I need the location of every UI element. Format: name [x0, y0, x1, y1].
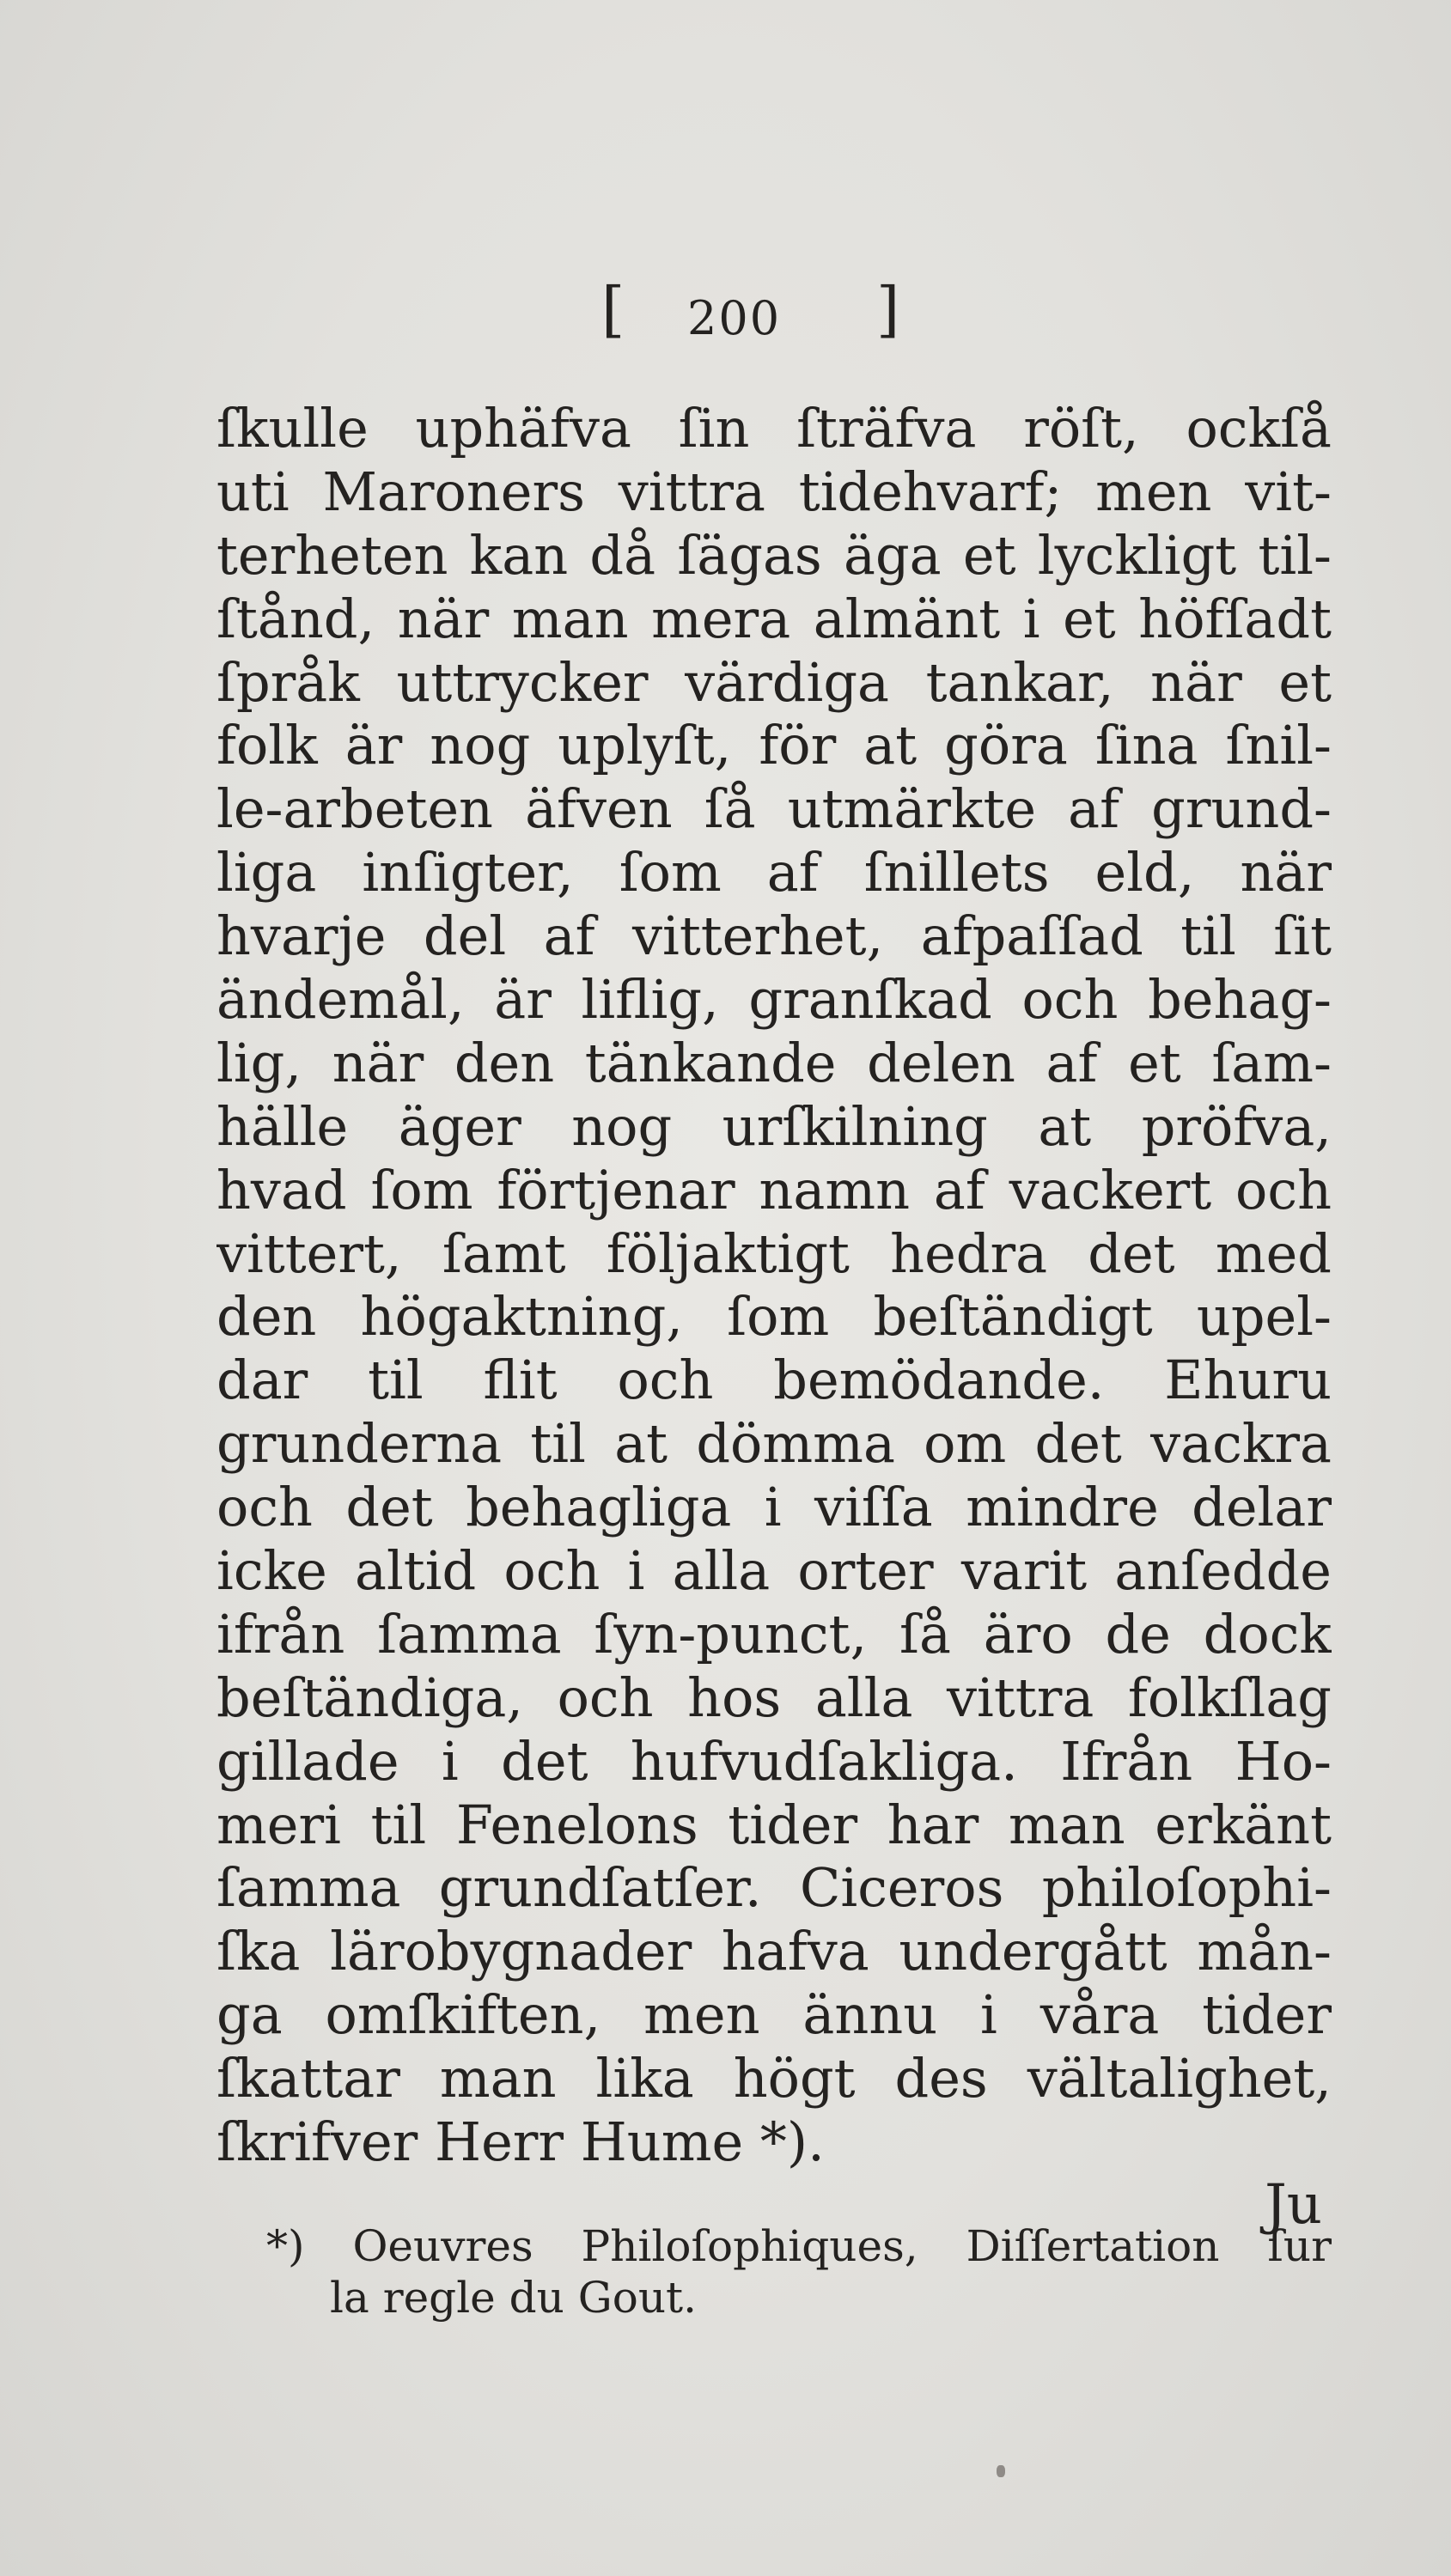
text-line: beſtändiga, och hos alla vittra folkſlag — [216, 1666, 1332, 1729]
text-line: lig, när den tänkande delen af et ſam- — [216, 1031, 1332, 1094]
header-bracket-right: ] — [876, 274, 902, 344]
text-line: icke altid och i alla orter varit anſedde — [216, 1539, 1332, 1603]
text-line: hvarje del af vitterhet, afpaſſad til ſit — [216, 904, 1332, 968]
text-line: ſamma grundſatſer. Ciceros philoſophi- — [216, 1856, 1332, 1920]
text-line: ſtånd, när man mera almänt i et höfſadt — [216, 587, 1332, 650]
text-line: le-arbeten äfven ſå utmärkte af grund- — [216, 777, 1332, 841]
text-line: uti Maroners vittra tidehvarf; men vit- — [216, 460, 1332, 523]
catchword: Ju — [1265, 2173, 1322, 2237]
text-line: liga inſigter, ſom af ſnillets eld, när — [216, 841, 1332, 904]
text-line: ändemål, är liflig, granſkad och behag- — [216, 968, 1332, 1032]
text-line: den högaktning, ſom beſtändigt upel- — [216, 1285, 1332, 1349]
text-line: ſkulle uphäfva ſin ſträfva röſt, ockſå — [216, 397, 1332, 460]
text-line: hälle äger nog urſkilning at pröfva, — [216, 1094, 1332, 1158]
text-line: folk är nog uplyſt, för at göra ſina ſnil- — [216, 714, 1332, 777]
text-line: vittert, ſamt följaktigt hedra det med — [216, 1221, 1332, 1285]
paper-speck — [997, 2465, 1005, 2477]
text-line: ifrån ſamma ſyn-punct, ſå äro de dock — [216, 1602, 1332, 1666]
text-line: grunderna til at dömma om det vackra — [216, 1412, 1332, 1476]
text-line: terheten kan då ſägas äga et lyckligt til- — [216, 523, 1332, 587]
text-line: dar til flit och bemödande. Ehuru — [216, 1349, 1332, 1412]
text-line: hvad ſom förtjenar namn af vackert och — [216, 1158, 1332, 1221]
page-number: 200 — [687, 291, 782, 345]
header-bracket-left: [ — [601, 274, 627, 344]
text-line: och det behagliga i viſſa mindre delar — [216, 1476, 1332, 1539]
text-line: gillade i det hufvudſakliga. Ifrån Ho- — [216, 1729, 1332, 1793]
text-line: ſkattar man lika högt des vältalighet, — [216, 2047, 1332, 2110]
text-line: meri til Fenelons tider har man erkänt — [216, 1793, 1332, 1856]
page-header — [601, 274, 945, 356]
text-line: ſpråk uttrycker värdiga tankar, när et — [216, 650, 1332, 714]
text-line: ſkrifver Herr Hume *). — [216, 2110, 825, 2174]
text-line: ga omſkiften, men ännu i våra tider — [216, 1983, 1332, 2047]
footnote — [266, 2220, 1332, 2323]
text-line: ſka lärobygnader hafva undergått mån- — [216, 1920, 1332, 1983]
body-text — [216, 397, 1332, 2174]
footnote-line: la regle du Gout. — [330, 2273, 698, 2323]
footnote-line: *) Oeuvres Philoſophiques, Diſſertation ſur — [266, 2221, 1332, 2271]
